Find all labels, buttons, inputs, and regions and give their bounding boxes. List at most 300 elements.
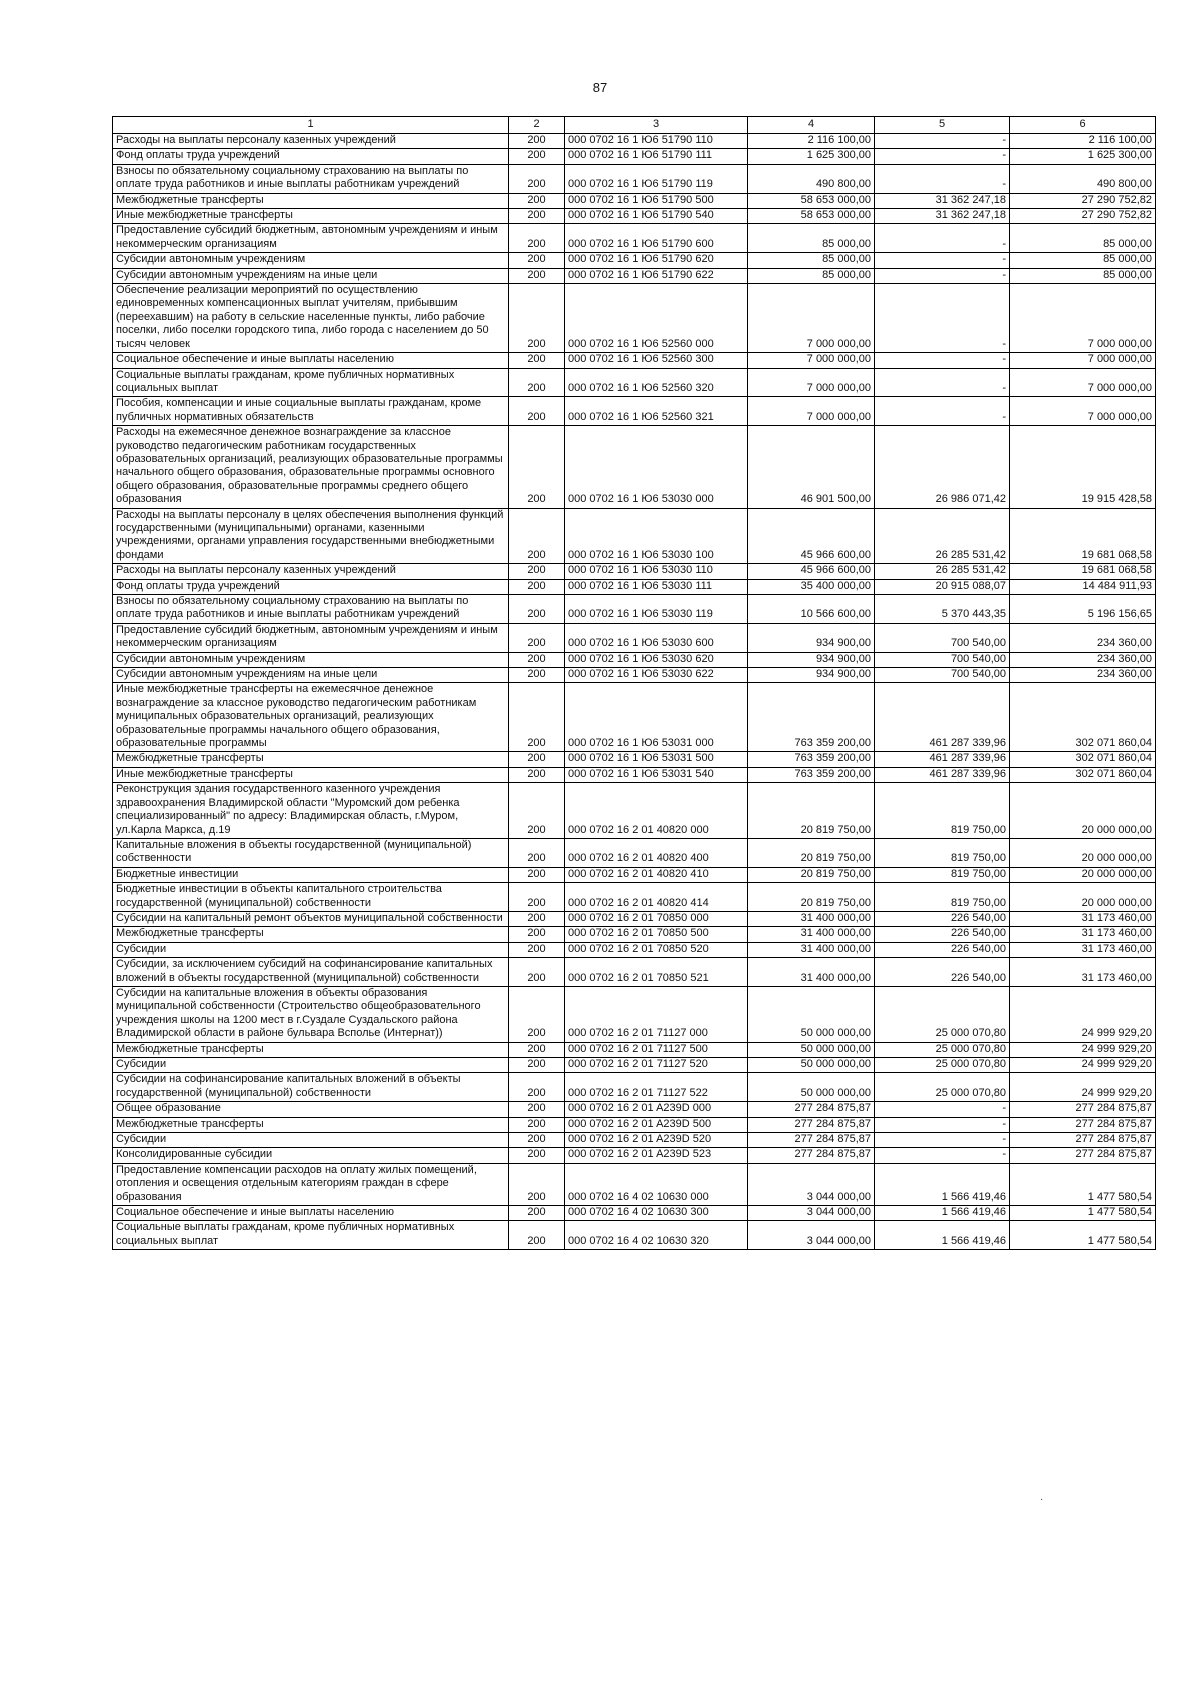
row-remaining-cell: 277 284 875,87 bbox=[1010, 1148, 1156, 1163]
row-plan-cell: 934 900,00 bbox=[748, 668, 875, 683]
row-kbk-cell: 000 0702 16 2 01 40820 000 bbox=[565, 783, 748, 839]
row-code-cell: 200 bbox=[509, 767, 565, 782]
row-code-cell: 200 bbox=[509, 209, 565, 224]
row-remaining-cell: 1 477 580,54 bbox=[1010, 1206, 1156, 1221]
row-code-cell: 200 bbox=[509, 1221, 565, 1250]
row-code-cell: 200 bbox=[509, 1148, 565, 1163]
row-name-cell: Иные межбюджетные трансферты bbox=[113, 767, 509, 782]
row-kbk-cell: 000 0702 16 1 Ю6 53031 500 bbox=[565, 752, 748, 767]
table-row bbox=[113, 927, 1156, 942]
row-code-cell: 200 bbox=[509, 652, 565, 667]
row-remaining-cell: 31 173 460,00 bbox=[1010, 927, 1156, 942]
row-code-cell: 200 bbox=[509, 783, 565, 839]
row-executed-cell: 700 540,00 bbox=[875, 623, 1010, 652]
row-executed-cell: - bbox=[875, 268, 1010, 283]
row-kbk-cell: 000 0702 16 2 01 40820 410 bbox=[565, 867, 748, 882]
row-plan-cell: 20 819 750,00 bbox=[748, 867, 875, 882]
row-remaining-cell: 277 284 875,87 bbox=[1010, 1102, 1156, 1117]
row-executed-cell: - bbox=[875, 164, 1010, 193]
row-executed-cell: 25 000 070,80 bbox=[875, 1042, 1010, 1057]
row-name-cell: Фонд оплаты труда учреждений bbox=[113, 149, 509, 164]
budget-execution-table bbox=[112, 116, 1156, 1250]
row-executed-cell: 819 750,00 bbox=[875, 838, 1010, 867]
row-executed-cell: 1 566 419,46 bbox=[875, 1221, 1010, 1250]
row-remaining-cell: 19 681 068,58 bbox=[1010, 508, 1156, 564]
header-col-3: 3 bbox=[565, 117, 748, 134]
table-row bbox=[113, 564, 1156, 579]
row-plan-cell: 50 000 000,00 bbox=[748, 1073, 875, 1102]
table-row bbox=[113, 149, 1156, 164]
row-plan-cell: 20 819 750,00 bbox=[748, 838, 875, 867]
row-name-cell: Взносы по обязательному социальному страхованию на выплаты по оплате труда работников и иные выплаты работникам учреждений bbox=[113, 595, 509, 624]
table-row bbox=[113, 508, 1156, 564]
row-code-cell: 200 bbox=[509, 958, 565, 987]
row-code-cell: 200 bbox=[509, 397, 565, 426]
row-plan-cell: 31 400 000,00 bbox=[748, 958, 875, 987]
row-plan-cell: 3 044 000,00 bbox=[748, 1163, 875, 1205]
row-remaining-cell: 277 284 875,87 bbox=[1010, 1117, 1156, 1132]
row-executed-cell: 1 566 419,46 bbox=[875, 1206, 1010, 1221]
row-executed-cell: 1 566 419,46 bbox=[875, 1163, 1010, 1205]
row-kbk-cell: 000 0702 16 1 Ю6 53030 620 bbox=[565, 652, 748, 667]
table-row bbox=[113, 1042, 1156, 1057]
row-name-cell: Субсидии bbox=[113, 1133, 509, 1148]
row-remaining-cell: 20 000 000,00 bbox=[1010, 838, 1156, 867]
row-kbk-cell: 000 0702 16 1 Ю6 53031 540 bbox=[565, 767, 748, 782]
row-remaining-cell: 20 000 000,00 bbox=[1010, 883, 1156, 912]
scan-mark: · bbox=[1040, 1494, 1044, 1505]
row-executed-cell: - bbox=[875, 368, 1010, 397]
row-plan-cell: 277 284 875,87 bbox=[748, 1133, 875, 1148]
table-row bbox=[113, 1221, 1156, 1250]
row-name-cell: Предоставление компенсации расходов на оплату жилых помещений, отопления и освещения отдельным категориям граждан в сфере образования bbox=[113, 1163, 509, 1205]
row-plan-cell: 31 400 000,00 bbox=[748, 911, 875, 926]
table-row bbox=[113, 579, 1156, 594]
row-remaining-cell: 27 290 752,82 bbox=[1010, 193, 1156, 208]
row-kbk-cell: 000 0702 16 2 01 71127 522 bbox=[565, 1073, 748, 1102]
row-kbk-cell: 000 0702 16 2 01 71127 500 bbox=[565, 1042, 748, 1057]
row-executed-cell: 226 540,00 bbox=[875, 911, 1010, 926]
row-plan-cell: 50 000 000,00 bbox=[748, 1042, 875, 1057]
row-name-cell: Обеспечение реализации мероприятий по осуществлению единовременных компенсационных выплат учителям, прибывшим (переехавшим) на работу в сельские населенные пункты, либо рабочие поселки, либо поселки городского типа, либо города с населением до 50 тысяч человек bbox=[113, 284, 509, 353]
row-plan-cell: 58 653 000,00 bbox=[748, 209, 875, 224]
row-executed-cell: 819 750,00 bbox=[875, 867, 1010, 882]
table-row bbox=[113, 426, 1156, 508]
table-row bbox=[113, 1073, 1156, 1102]
table-row bbox=[113, 284, 1156, 353]
row-executed-cell: 26 285 531,42 bbox=[875, 564, 1010, 579]
row-name-cell: Социальное обеспечение и иные выплаты населению bbox=[113, 1206, 509, 1221]
row-executed-cell: - bbox=[875, 353, 1010, 368]
row-plan-cell: 763 359 200,00 bbox=[748, 767, 875, 782]
row-executed-cell: - bbox=[875, 1102, 1010, 1117]
table-row bbox=[113, 1117, 1156, 1132]
row-executed-cell: 25 000 070,80 bbox=[875, 1058, 1010, 1073]
row-kbk-cell: 000 0702 16 1 Ю6 52560 321 bbox=[565, 397, 748, 426]
row-name-cell: Субсидии на капитальные вложения в объекты образования муниципальной собственности (Строительство общеобразовательного учреждения школы на 1200 мест в г.Суздале Суздальского района Владимирской области в районе бульвара Всполье (Интернат)) bbox=[113, 986, 509, 1042]
row-kbk-cell: 000 0702 16 1 Ю6 53030 119 bbox=[565, 595, 748, 624]
row-name-cell: Межбюджетные трансферты bbox=[113, 1042, 509, 1057]
row-name-cell: Расходы на выплаты персоналу казенных учреждений bbox=[113, 564, 509, 579]
row-code-cell: 200 bbox=[509, 1042, 565, 1057]
row-code-cell: 200 bbox=[509, 986, 565, 1042]
row-plan-cell: 20 819 750,00 bbox=[748, 883, 875, 912]
row-kbk-cell: 000 0702 16 2 01 70850 500 bbox=[565, 927, 748, 942]
row-name-cell: Бюджетные инвестиции bbox=[113, 867, 509, 882]
row-kbk-cell: 000 0702 16 1 Ю6 51790 500 bbox=[565, 193, 748, 208]
row-remaining-cell: 234 360,00 bbox=[1010, 668, 1156, 683]
row-executed-cell: - bbox=[875, 1133, 1010, 1148]
row-remaining-cell: 7 000 000,00 bbox=[1010, 284, 1156, 353]
row-executed-cell: 26 986 071,42 bbox=[875, 426, 1010, 508]
row-executed-cell: 461 287 339,96 bbox=[875, 767, 1010, 782]
row-executed-cell: 31 362 247,18 bbox=[875, 193, 1010, 208]
row-name-cell: Субсидии автономным учреждениям bbox=[113, 253, 509, 268]
row-executed-cell: 26 285 531,42 bbox=[875, 508, 1010, 564]
row-kbk-cell: 000 0702 16 2 01 A239D 520 bbox=[565, 1133, 748, 1148]
row-remaining-cell: 31 173 460,00 bbox=[1010, 942, 1156, 957]
row-plan-cell: 277 284 875,87 bbox=[748, 1102, 875, 1117]
table-row bbox=[113, 253, 1156, 268]
row-kbk-cell: 000 0702 16 1 Ю6 51790 620 bbox=[565, 253, 748, 268]
row-kbk-cell: 000 0702 16 2 01 70850 520 bbox=[565, 942, 748, 957]
row-plan-cell: 7 000 000,00 bbox=[748, 368, 875, 397]
row-remaining-cell: 85 000,00 bbox=[1010, 224, 1156, 253]
row-remaining-cell: 490 800,00 bbox=[1010, 164, 1156, 193]
row-code-cell: 200 bbox=[509, 1117, 565, 1132]
row-remaining-cell: 277 284 875,87 bbox=[1010, 1133, 1156, 1148]
row-remaining-cell: 7 000 000,00 bbox=[1010, 397, 1156, 426]
row-code-cell: 200 bbox=[509, 193, 565, 208]
row-name-cell: Фонд оплаты труда учреждений bbox=[113, 579, 509, 594]
row-name-cell: Социальное обеспечение и иные выплаты населению bbox=[113, 353, 509, 368]
row-plan-cell: 934 900,00 bbox=[748, 652, 875, 667]
row-code-cell: 200 bbox=[509, 564, 565, 579]
row-name-cell: Общее образование bbox=[113, 1102, 509, 1117]
row-kbk-cell: 000 0702 16 4 02 10630 320 bbox=[565, 1221, 748, 1250]
table-row bbox=[113, 623, 1156, 652]
row-remaining-cell: 31 173 460,00 bbox=[1010, 958, 1156, 987]
table-row bbox=[113, 368, 1156, 397]
row-executed-cell: 700 540,00 bbox=[875, 652, 1010, 667]
row-remaining-cell: 85 000,00 bbox=[1010, 268, 1156, 283]
row-kbk-cell: 000 0702 16 1 Ю6 53030 622 bbox=[565, 668, 748, 683]
row-remaining-cell: 234 360,00 bbox=[1010, 652, 1156, 667]
row-code-cell: 200 bbox=[509, 927, 565, 942]
row-kbk-cell: 000 0702 16 4 02 10630 300 bbox=[565, 1206, 748, 1221]
row-plan-cell: 2 116 100,00 bbox=[748, 134, 875, 149]
row-plan-cell: 58 653 000,00 bbox=[748, 193, 875, 208]
row-remaining-cell: 302 071 860,04 bbox=[1010, 683, 1156, 752]
row-remaining-cell: 85 000,00 bbox=[1010, 253, 1156, 268]
table-row bbox=[113, 595, 1156, 624]
row-remaining-cell: 2 116 100,00 bbox=[1010, 134, 1156, 149]
row-kbk-cell: 000 0702 16 1 Ю6 53030 600 bbox=[565, 623, 748, 652]
row-kbk-cell: 000 0702 16 2 01 71127 000 bbox=[565, 986, 748, 1042]
table-row bbox=[113, 767, 1156, 782]
row-code-cell: 200 bbox=[509, 508, 565, 564]
row-remaining-cell: 302 071 860,04 bbox=[1010, 767, 1156, 782]
row-name-cell: Консолидированные субсидии bbox=[113, 1148, 509, 1163]
row-name-cell: Капитальные вложения в объекты государственной (муниципальной) собственности bbox=[113, 838, 509, 867]
row-plan-cell: 35 400 000,00 bbox=[748, 579, 875, 594]
row-remaining-cell: 7 000 000,00 bbox=[1010, 368, 1156, 397]
row-plan-cell: 50 000 000,00 bbox=[748, 986, 875, 1042]
row-kbk-cell: 000 0702 16 1 Ю6 53030 110 bbox=[565, 564, 748, 579]
row-remaining-cell: 1 625 300,00 bbox=[1010, 149, 1156, 164]
table-row bbox=[113, 1133, 1156, 1148]
row-kbk-cell: 000 0702 16 1 Ю6 53030 111 bbox=[565, 579, 748, 594]
row-name-cell: Межбюджетные трансферты bbox=[113, 1117, 509, 1132]
table-row bbox=[113, 397, 1156, 426]
table-row bbox=[113, 1148, 1156, 1163]
row-code-cell: 200 bbox=[509, 224, 565, 253]
row-executed-cell: - bbox=[875, 1148, 1010, 1163]
row-executed-cell: 5 370 443,35 bbox=[875, 595, 1010, 624]
row-plan-cell: 763 359 200,00 bbox=[748, 752, 875, 767]
row-kbk-cell: 000 0702 16 1 Ю6 52560 000 bbox=[565, 284, 748, 353]
row-code-cell: 200 bbox=[509, 668, 565, 683]
row-kbk-cell: 000 0702 16 2 01 70850 000 bbox=[565, 911, 748, 926]
row-name-cell: Иные межбюджетные трансферты bbox=[113, 209, 509, 224]
row-executed-cell: 20 915 088,07 bbox=[875, 579, 1010, 594]
row-code-cell: 200 bbox=[509, 1073, 565, 1102]
table-row bbox=[113, 867, 1156, 882]
row-kbk-cell: 000 0702 16 1 Ю6 53031 000 bbox=[565, 683, 748, 752]
row-code-cell: 200 bbox=[509, 164, 565, 193]
row-remaining-cell: 1 477 580,54 bbox=[1010, 1163, 1156, 1205]
row-plan-cell: 85 000,00 bbox=[748, 253, 875, 268]
row-kbk-cell: 000 0702 16 1 Ю6 53030 000 bbox=[565, 426, 748, 508]
row-executed-cell: 25 000 070,80 bbox=[875, 986, 1010, 1042]
row-executed-cell: 819 750,00 bbox=[875, 883, 1010, 912]
row-plan-cell: 7 000 000,00 bbox=[748, 397, 875, 426]
row-plan-cell: 85 000,00 bbox=[748, 268, 875, 283]
row-name-cell: Предоставление субсидий бюджетным, автономным учреждениям и иным некоммерческим организациям bbox=[113, 623, 509, 652]
header-col-6: 6 bbox=[1010, 117, 1156, 134]
row-kbk-cell: 000 0702 16 4 02 10630 000 bbox=[565, 1163, 748, 1205]
row-remaining-cell: 27 290 752,82 bbox=[1010, 209, 1156, 224]
row-executed-cell: 226 540,00 bbox=[875, 958, 1010, 987]
row-kbk-cell: 000 0702 16 2 01 70850 521 bbox=[565, 958, 748, 987]
row-remaining-cell: 24 999 929,20 bbox=[1010, 1073, 1156, 1102]
row-kbk-cell: 000 0702 16 2 01 A239D 000 bbox=[565, 1102, 748, 1117]
row-remaining-cell: 31 173 460,00 bbox=[1010, 911, 1156, 926]
row-code-cell: 200 bbox=[509, 284, 565, 353]
row-plan-cell: 3 044 000,00 bbox=[748, 1221, 875, 1250]
table-body bbox=[113, 134, 1156, 1250]
row-kbk-cell: 000 0702 16 2 01 A239D 523 bbox=[565, 1148, 748, 1163]
table-row bbox=[113, 668, 1156, 683]
row-executed-cell: - bbox=[875, 284, 1010, 353]
row-remaining-cell: 24 999 929,20 bbox=[1010, 1042, 1156, 1057]
row-remaining-cell: 19 915 428,58 bbox=[1010, 426, 1156, 508]
table-row bbox=[113, 164, 1156, 193]
header-col-1: 1 bbox=[113, 117, 509, 134]
row-code-cell: 200 bbox=[509, 1058, 565, 1073]
table-row bbox=[113, 193, 1156, 208]
row-executed-cell: - bbox=[875, 134, 1010, 149]
row-remaining-cell: 1 477 580,54 bbox=[1010, 1221, 1156, 1250]
row-remaining-cell: 20 000 000,00 bbox=[1010, 783, 1156, 839]
row-name-cell: Субсидии на капитальный ремонт объектов муниципальной собственности bbox=[113, 911, 509, 926]
row-name-cell: Социальные выплаты гражданам, кроме публичных нормативных социальных выплат bbox=[113, 368, 509, 397]
row-plan-cell: 31 400 000,00 bbox=[748, 942, 875, 957]
table-row bbox=[113, 224, 1156, 253]
row-code-cell: 200 bbox=[509, 595, 565, 624]
row-kbk-cell: 000 0702 16 2 01 A239D 500 bbox=[565, 1117, 748, 1132]
row-remaining-cell: 24 999 929,20 bbox=[1010, 986, 1156, 1042]
table-row bbox=[113, 942, 1156, 957]
row-name-cell: Пособия, компенсации и иные социальные выплаты гражданам, кроме публичных нормативных обязательств bbox=[113, 397, 509, 426]
row-plan-cell: 46 901 500,00 bbox=[748, 426, 875, 508]
row-remaining-cell: 7 000 000,00 bbox=[1010, 353, 1156, 368]
row-name-cell: Социальные выплаты гражданам, кроме публичных нормативных социальных выплат bbox=[113, 1221, 509, 1250]
table-row bbox=[113, 958, 1156, 987]
row-name-cell: Субсидии на софинансирование капитальных вложений в объекты государственной (муниципальной) собственности bbox=[113, 1073, 509, 1102]
row-code-cell: 200 bbox=[509, 1133, 565, 1148]
row-executed-cell: 25 000 070,80 bbox=[875, 1073, 1010, 1102]
row-plan-cell: 45 966 600,00 bbox=[748, 508, 875, 564]
row-name-cell: Субсидии, за исключением субсидий на софинансирование капитальных вложений в объекты государственной (муниципальной) собственности bbox=[113, 958, 509, 987]
row-plan-cell: 45 966 600,00 bbox=[748, 564, 875, 579]
row-name-cell: Расходы на ежемесячное денежное вознаграждение за классное руководство педагогическим работникам государственных образовательных организаций, реализующих образовательные программы начального общего образования, образовательные программы основного общего образования, образовательные программы среднего общего образования bbox=[113, 426, 509, 508]
table-row bbox=[113, 911, 1156, 926]
row-code-cell: 200 bbox=[509, 426, 565, 508]
row-code-cell: 200 bbox=[509, 1163, 565, 1205]
row-plan-cell: 85 000,00 bbox=[748, 224, 875, 253]
row-plan-cell: 10 566 600,00 bbox=[748, 595, 875, 624]
row-code-cell: 200 bbox=[509, 579, 565, 594]
row-executed-cell: - bbox=[875, 253, 1010, 268]
row-name-cell: Субсидии автономным учреждениям на иные цели bbox=[113, 268, 509, 283]
row-remaining-cell: 14 484 911,93 bbox=[1010, 579, 1156, 594]
row-executed-cell: - bbox=[875, 224, 1010, 253]
row-remaining-cell: 302 071 860,04 bbox=[1010, 752, 1156, 767]
row-code-cell: 200 bbox=[509, 867, 565, 882]
row-plan-cell: 490 800,00 bbox=[748, 164, 875, 193]
table-row bbox=[113, 838, 1156, 867]
row-name-cell: Субсидии автономным учреждениям bbox=[113, 652, 509, 667]
row-name-cell: Межбюджетные трансферты bbox=[113, 927, 509, 942]
row-plan-cell: 50 000 000,00 bbox=[748, 1058, 875, 1073]
row-kbk-cell: 000 0702 16 2 01 71127 520 bbox=[565, 1058, 748, 1073]
row-executed-cell: - bbox=[875, 397, 1010, 426]
row-code-cell: 200 bbox=[509, 253, 565, 268]
row-executed-cell: 461 287 339,96 bbox=[875, 752, 1010, 767]
row-kbk-cell: 000 0702 16 1 Ю6 51790 119 bbox=[565, 164, 748, 193]
table-row bbox=[113, 1102, 1156, 1117]
row-plan-cell: 7 000 000,00 bbox=[748, 284, 875, 353]
row-code-cell: 200 bbox=[509, 623, 565, 652]
row-executed-cell: 700 540,00 bbox=[875, 668, 1010, 683]
row-name-cell: Иные межбюджетные трансферты на ежемесячное денежное вознаграждение за классное руководство педагогическим работникам муниципальных образовательных организаций, реализующих образовательные программы начального общего образования, образовательные программы bbox=[113, 683, 509, 752]
table-row bbox=[113, 209, 1156, 224]
header-col-4: 4 bbox=[748, 117, 875, 134]
row-kbk-cell: 000 0702 16 1 Ю6 51790 540 bbox=[565, 209, 748, 224]
row-plan-cell: 1 625 300,00 bbox=[748, 149, 875, 164]
row-remaining-cell: 20 000 000,00 bbox=[1010, 867, 1156, 882]
row-plan-cell: 277 284 875,87 bbox=[748, 1117, 875, 1132]
row-code-cell: 200 bbox=[509, 942, 565, 957]
row-code-cell: 200 bbox=[509, 752, 565, 767]
row-executed-cell: 461 287 339,96 bbox=[875, 683, 1010, 752]
row-name-cell: Субсидии автономным учреждениям на иные цели bbox=[113, 668, 509, 683]
table-row bbox=[113, 1058, 1156, 1073]
row-code-cell: 200 bbox=[509, 911, 565, 926]
row-kbk-cell: 000 0702 16 2 01 40820 400 bbox=[565, 838, 748, 867]
table-row bbox=[113, 752, 1156, 767]
row-remaining-cell: 19 681 068,58 bbox=[1010, 564, 1156, 579]
page-number: 87 bbox=[592, 80, 608, 95]
row-executed-cell: 31 362 247,18 bbox=[875, 209, 1010, 224]
row-kbk-cell: 000 0702 16 1 Ю6 51790 600 bbox=[565, 224, 748, 253]
row-executed-cell: - bbox=[875, 1117, 1010, 1132]
row-plan-cell: 31 400 000,00 bbox=[748, 927, 875, 942]
row-kbk-cell: 000 0702 16 1 Ю6 52560 320 bbox=[565, 368, 748, 397]
table-row bbox=[113, 883, 1156, 912]
row-code-cell: 200 bbox=[509, 883, 565, 912]
row-plan-cell: 763 359 200,00 bbox=[748, 683, 875, 752]
table-row bbox=[113, 134, 1156, 149]
row-code-cell: 200 bbox=[509, 353, 565, 368]
row-name-cell: Межбюджетные трансферты bbox=[113, 752, 509, 767]
row-code-cell: 200 bbox=[509, 149, 565, 164]
row-name-cell: Бюджетные инвестиции в объекты капитального строительства государственной (муниципальной) собственности bbox=[113, 883, 509, 912]
row-plan-cell: 934 900,00 bbox=[748, 623, 875, 652]
row-name-cell: Расходы на выплаты персоналу в целях обеспечения выполнения функций государственными (муниципальными) органами, казенными учреждениями, органами управления государственными внебюджетными фондами bbox=[113, 508, 509, 564]
row-kbk-cell: 000 0702 16 1 Ю6 51790 110 bbox=[565, 134, 748, 149]
row-name-cell: Расходы на выплаты персоналу казенных учреждений bbox=[113, 134, 509, 149]
table-row bbox=[113, 353, 1156, 368]
table-row bbox=[113, 986, 1156, 1042]
row-code-cell: 200 bbox=[509, 838, 565, 867]
header-col-2: 2 bbox=[509, 117, 565, 134]
table-row bbox=[113, 783, 1156, 839]
row-name-cell: Предоставление субсидий бюджетным, автономным учреждениям и иным некоммерческим организациям bbox=[113, 224, 509, 253]
row-name-cell: Взносы по обязательному социальному страхованию на выплаты по оплате труда работников и иные выплаты работникам учреждений bbox=[113, 164, 509, 193]
row-executed-cell: 819 750,00 bbox=[875, 783, 1010, 839]
row-plan-cell: 7 000 000,00 bbox=[748, 353, 875, 368]
row-code-cell: 200 bbox=[509, 683, 565, 752]
row-name-cell: Субсидии bbox=[113, 1058, 509, 1073]
row-remaining-cell: 24 999 929,20 bbox=[1010, 1058, 1156, 1073]
row-plan-cell: 277 284 875,87 bbox=[748, 1148, 875, 1163]
row-kbk-cell: 000 0702 16 1 Ю6 53030 100 bbox=[565, 508, 748, 564]
table-row bbox=[113, 1163, 1156, 1205]
row-remaining-cell: 234 360,00 bbox=[1010, 623, 1156, 652]
row-remaining-cell: 5 196 156,65 bbox=[1010, 595, 1156, 624]
row-name-cell: Межбюджетные трансферты bbox=[113, 193, 509, 208]
header-col-5: 5 bbox=[875, 117, 1010, 134]
row-executed-cell: 226 540,00 bbox=[875, 927, 1010, 942]
header-row bbox=[113, 117, 1156, 134]
row-name-cell: Субсидии bbox=[113, 942, 509, 957]
row-executed-cell: 226 540,00 bbox=[875, 942, 1010, 957]
row-code-cell: 200 bbox=[509, 268, 565, 283]
row-kbk-cell: 000 0702 16 1 Ю6 51790 622 bbox=[565, 268, 748, 283]
row-code-cell: 200 bbox=[509, 1206, 565, 1221]
table-row bbox=[113, 683, 1156, 752]
row-kbk-cell: 000 0702 16 1 Ю6 51790 111 bbox=[565, 149, 748, 164]
table-row bbox=[113, 652, 1156, 667]
row-kbk-cell: 000 0702 16 2 01 40820 414 bbox=[565, 883, 748, 912]
row-code-cell: 200 bbox=[509, 134, 565, 149]
table-row bbox=[113, 268, 1156, 283]
row-plan-cell: 3 044 000,00 bbox=[748, 1206, 875, 1221]
row-code-cell: 200 bbox=[509, 368, 565, 397]
row-executed-cell: - bbox=[875, 149, 1010, 164]
